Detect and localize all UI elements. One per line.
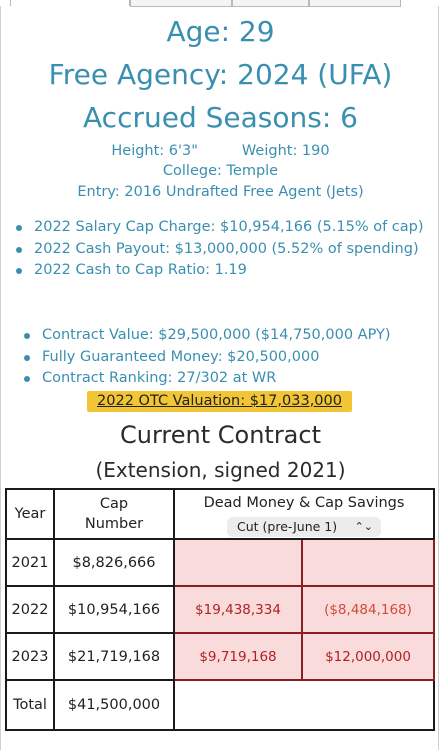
list-item-guaranteed: Fully Guaranteed Money: $20,500,000: [20, 347, 435, 369]
cell-dead-money: [174, 539, 302, 586]
list-item-contract-value: Contract Value: $29,500,000 ($14,750,000 APY): [20, 325, 435, 347]
list-item-ranking[interactable]: Contract Ranking: 27/302 at WR: [20, 368, 435, 390]
tab-strip: [0, 0, 441, 8]
list-item-cash-cap-ratio: 2022 Cash to Cap Ratio: 1.19: [14, 260, 424, 282]
college-text: College: Temple: [162, 163, 279, 179]
salary-facts-list: [14, 217, 424, 282]
current-contract-title: Current Contract: [119, 421, 321, 449]
table-row: [6, 586, 434, 633]
table-header-row: [6, 489, 434, 539]
cut-type-selected: Cut (pre-June 1): [237, 518, 338, 534]
cell-year: 2022: [6, 586, 54, 633]
header-year: Year: [6, 489, 54, 539]
tab-4[interactable]: [309, 0, 401, 7]
cell-cap-savings: ($8,484,168): [302, 586, 434, 633]
dead-money-label: Dead Money & Cap Savings: [203, 494, 405, 511]
cell-dead-money: $9,719,168: [174, 633, 302, 680]
cell-cap: $21,719,168: [54, 633, 174, 680]
list-item-cap-charge: 2022 Salary Cap Charge: $10,954,166 (5.15% of cap): [14, 217, 424, 239]
table-row: [6, 539, 434, 586]
cell-dead-money: $19,438,334: [174, 586, 302, 633]
cell-cap: $10,954,166: [54, 586, 174, 633]
age-heading: Age: 29: [166, 15, 275, 48]
free-agency-heading: Free Agency: 2024 (UFA): [48, 58, 393, 91]
entry-text: Entry: 2016 Undrafted Free Agent (Jets): [77, 184, 364, 200]
accrued-seasons-heading: Accrued Seasons: 6: [83, 101, 358, 134]
height-weight-line: [0, 141, 441, 161]
header-dead-money: [174, 489, 434, 539]
tab-2[interactable]: [130, 0, 232, 7]
cell-cap-savings: $12,000,000: [302, 633, 434, 680]
header-cap-number-label: Cap Number: [84, 496, 144, 532]
header-cap-number: [54, 489, 174, 539]
otc-valuation-link[interactable]: 2022 OTC Valuation: $17,033,000: [87, 391, 352, 412]
cell-total-cap: $41,500,000: [54, 680, 174, 730]
cell-cap: $8,826,666: [54, 539, 174, 586]
chevron-updown-icon: ⌃⌄: [354, 519, 373, 533]
cell-year: 2021: [6, 539, 54, 586]
cell-total-label: Total: [6, 680, 54, 730]
height-text: Height: 6'3": [111, 143, 198, 159]
tab-active[interactable]: [10, 0, 130, 6]
contract-facts-list: [20, 325, 435, 390]
contract-table: [5, 488, 435, 731]
cell-year: 2023: [6, 633, 54, 680]
list-item-cash-payout: 2022 Cash Payout: $13,000,000 (5.52% of spending): [14, 239, 424, 261]
cut-type-select[interactable]: [227, 517, 381, 537]
cell-cap-savings: [302, 539, 434, 586]
tab-3[interactable]: [232, 0, 309, 7]
weight-text: Weight: 190: [241, 143, 330, 159]
table-row: [6, 633, 434, 680]
current-contract-subtitle: (Extension, signed 2021): [95, 458, 346, 482]
cell-total-blank: [174, 680, 434, 730]
table-row-total: [6, 680, 434, 730]
